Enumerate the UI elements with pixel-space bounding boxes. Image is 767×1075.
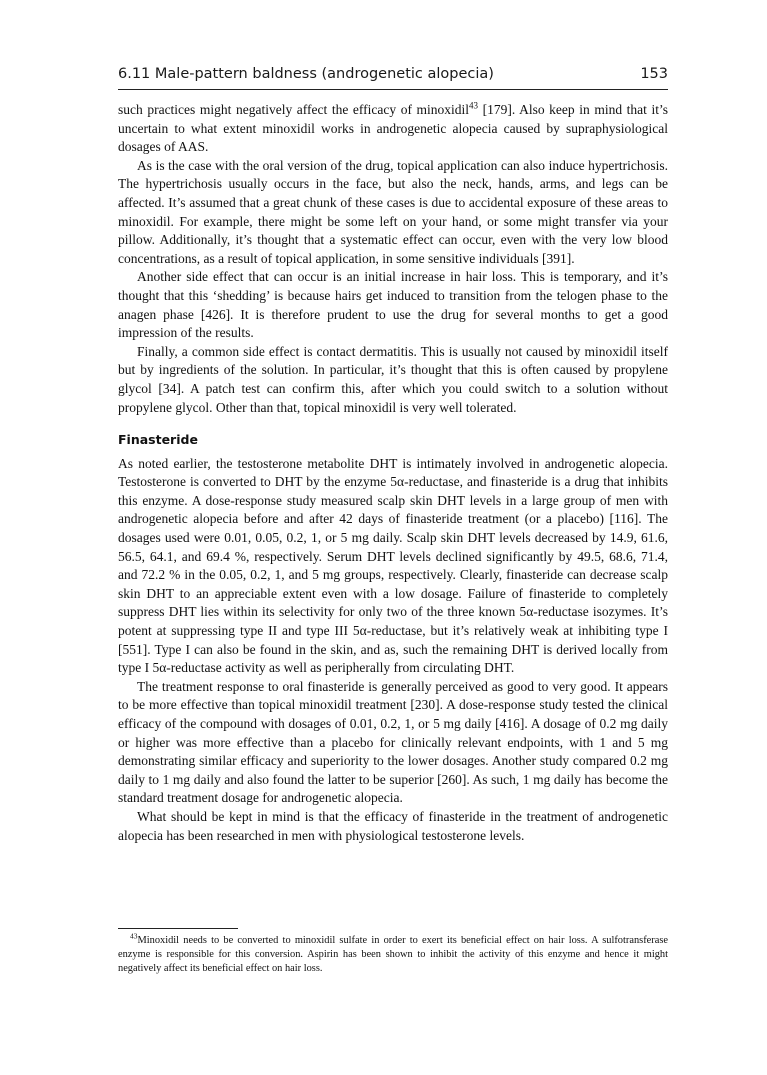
footnote-ref[interactable]: 43 [469,100,479,111]
paragraph-6: The treatment response to oral finasteride is generally perceived as good to very good. It appears to be more effective than topical minoxidil treatment [230]. A dose-response study tested the clinical efficacy of the compound with dosages of 0.01, 0.2, 1, or 5 mg daily [416]. A dosage of 0.2 mg daily or higher was more effective than a placebo for clinically relevant endpoints, with 1 and 5 mg demonstrating similar efficacy and superiority to the lower dosages. Another study compared 0.2 mg daily to 1 mg daily and also found the latter to be superior [260]. As such, 1 mg daily has become the standard treatment dosage for androgenetic alopecia. [118,678,668,806]
footnote-rule [118,928,238,929]
running-header [118,66,668,82]
paragraph-2: As is the case with the oral version of the drug, topical application can also induce hypertrichosis. The hypertrichosis usually occurs in the face, but also the neck, hands, arms, and legs can be affected. It’s assumed that a great chunk of these cases is due to accidental exposure of these areas to minoxidil. For example, there might be some left on your hand, or some might transfer via your pillow. Additionally, it’s thought that a systematic effect can occur, even with the very low blood concentrations, as a result of topical application, in some sensitive individuals [391]. [118,157,668,266]
paragraph-3: Another side effect that can occur is an initial increase in hair loss. This is temporary, and it’s thought that this ‘shedding’ is because hairs get induced to transition from the telogen phase to the anagen phase [426]. It is therefore prudent to use the drug for several months to get a good impression of the results. [118,269,668,341]
paragraph-1: such practices might negatively affect the efficacy of minoxidil$^{43}$ [179]. Also keep in mind that it’s uncertain to what extent minoxidil works in androgenetic alopecia caused by supraphysiological dosages of AAS. [118,100,668,155]
paragraph-4: Finally, a common side effect is contact dermatitis. This is usually not caused by minoxidil itself but by ingredients of the solution. In particular, it’s thought that this is often caused by propylene glycol [34]. A patch test can confirm this, after which you could switch to a solution without propylene glycol. Other than that, topical minoxidil is very well tolerated. [118,343,668,415]
footnote-text: Minoxidil needs to be converted to minoxidil sulfate in order to exert its beneficial effect on hair loss. A sulfotransferase enzyme is responsible for this conversion. Aspirin has been shown to inhibit the activity of this enzyme and hence it might negatively affect its beneficial effect on hair loss. [118,935,668,974]
section-title-finasteride: Finasteride [118,432,198,448]
footnote-marker: 43 [130,931,138,941]
page-number: 153 [640,66,668,82]
paragraph-5: As noted earlier, the testosterone metabolite DHT is intimately involved in androgenetic alopecia. Testosterone is converted to DHT by the enzyme 5α-reductase, and finasteride is a drug that inhibits this enzyme. A dose-response study measured scalp skin DHT levels in a large group of men with androgenetic alopecia before and after 42 days of finasteride treatment (or a placebo) [116]. The dosages used were 0.01, 0.05, 0.2, 1, or 5 mg daily. Scalp skin DHT levels decreased by 14.9, 61.6, 56.5, 64.1, and 69.4 %, respectively. Serum DHT levels declined significantly by 49.5, 68.6, 71.4, and 72.2 % in the 0.05, 0.2, 1, and 5 mg groups, respectively. Clearly, finasteride can decrease scalp skin DHT to an appreciable extent even with a low dosage. Failure of finasteride to completely suppress DHT lies within its selectivity for only two of the three known 5α-reductase isozymes. It’s potent at suppressing type II and type III 5α-reductase, but it’s relatively weak at inhibiting type I [551]. Type I can also be found in the skin, and as, such the remaining DHT is derived locally from type I 5α-reductase activity as well as peripherally from circulating DHT. [118,455,668,676]
footnote [118,931,668,975]
section-heading: 6.11 Male-pattern baldness (androgenetic alopecia) [118,66,494,82]
body-text [118,101,668,845]
header-rule [118,89,668,90]
paragraph-7: What should be kept in mind is that the efficacy of finasteride in the treatment of androgenetic alopecia has been researched in men with physiological testosterone levels. [118,808,668,843]
